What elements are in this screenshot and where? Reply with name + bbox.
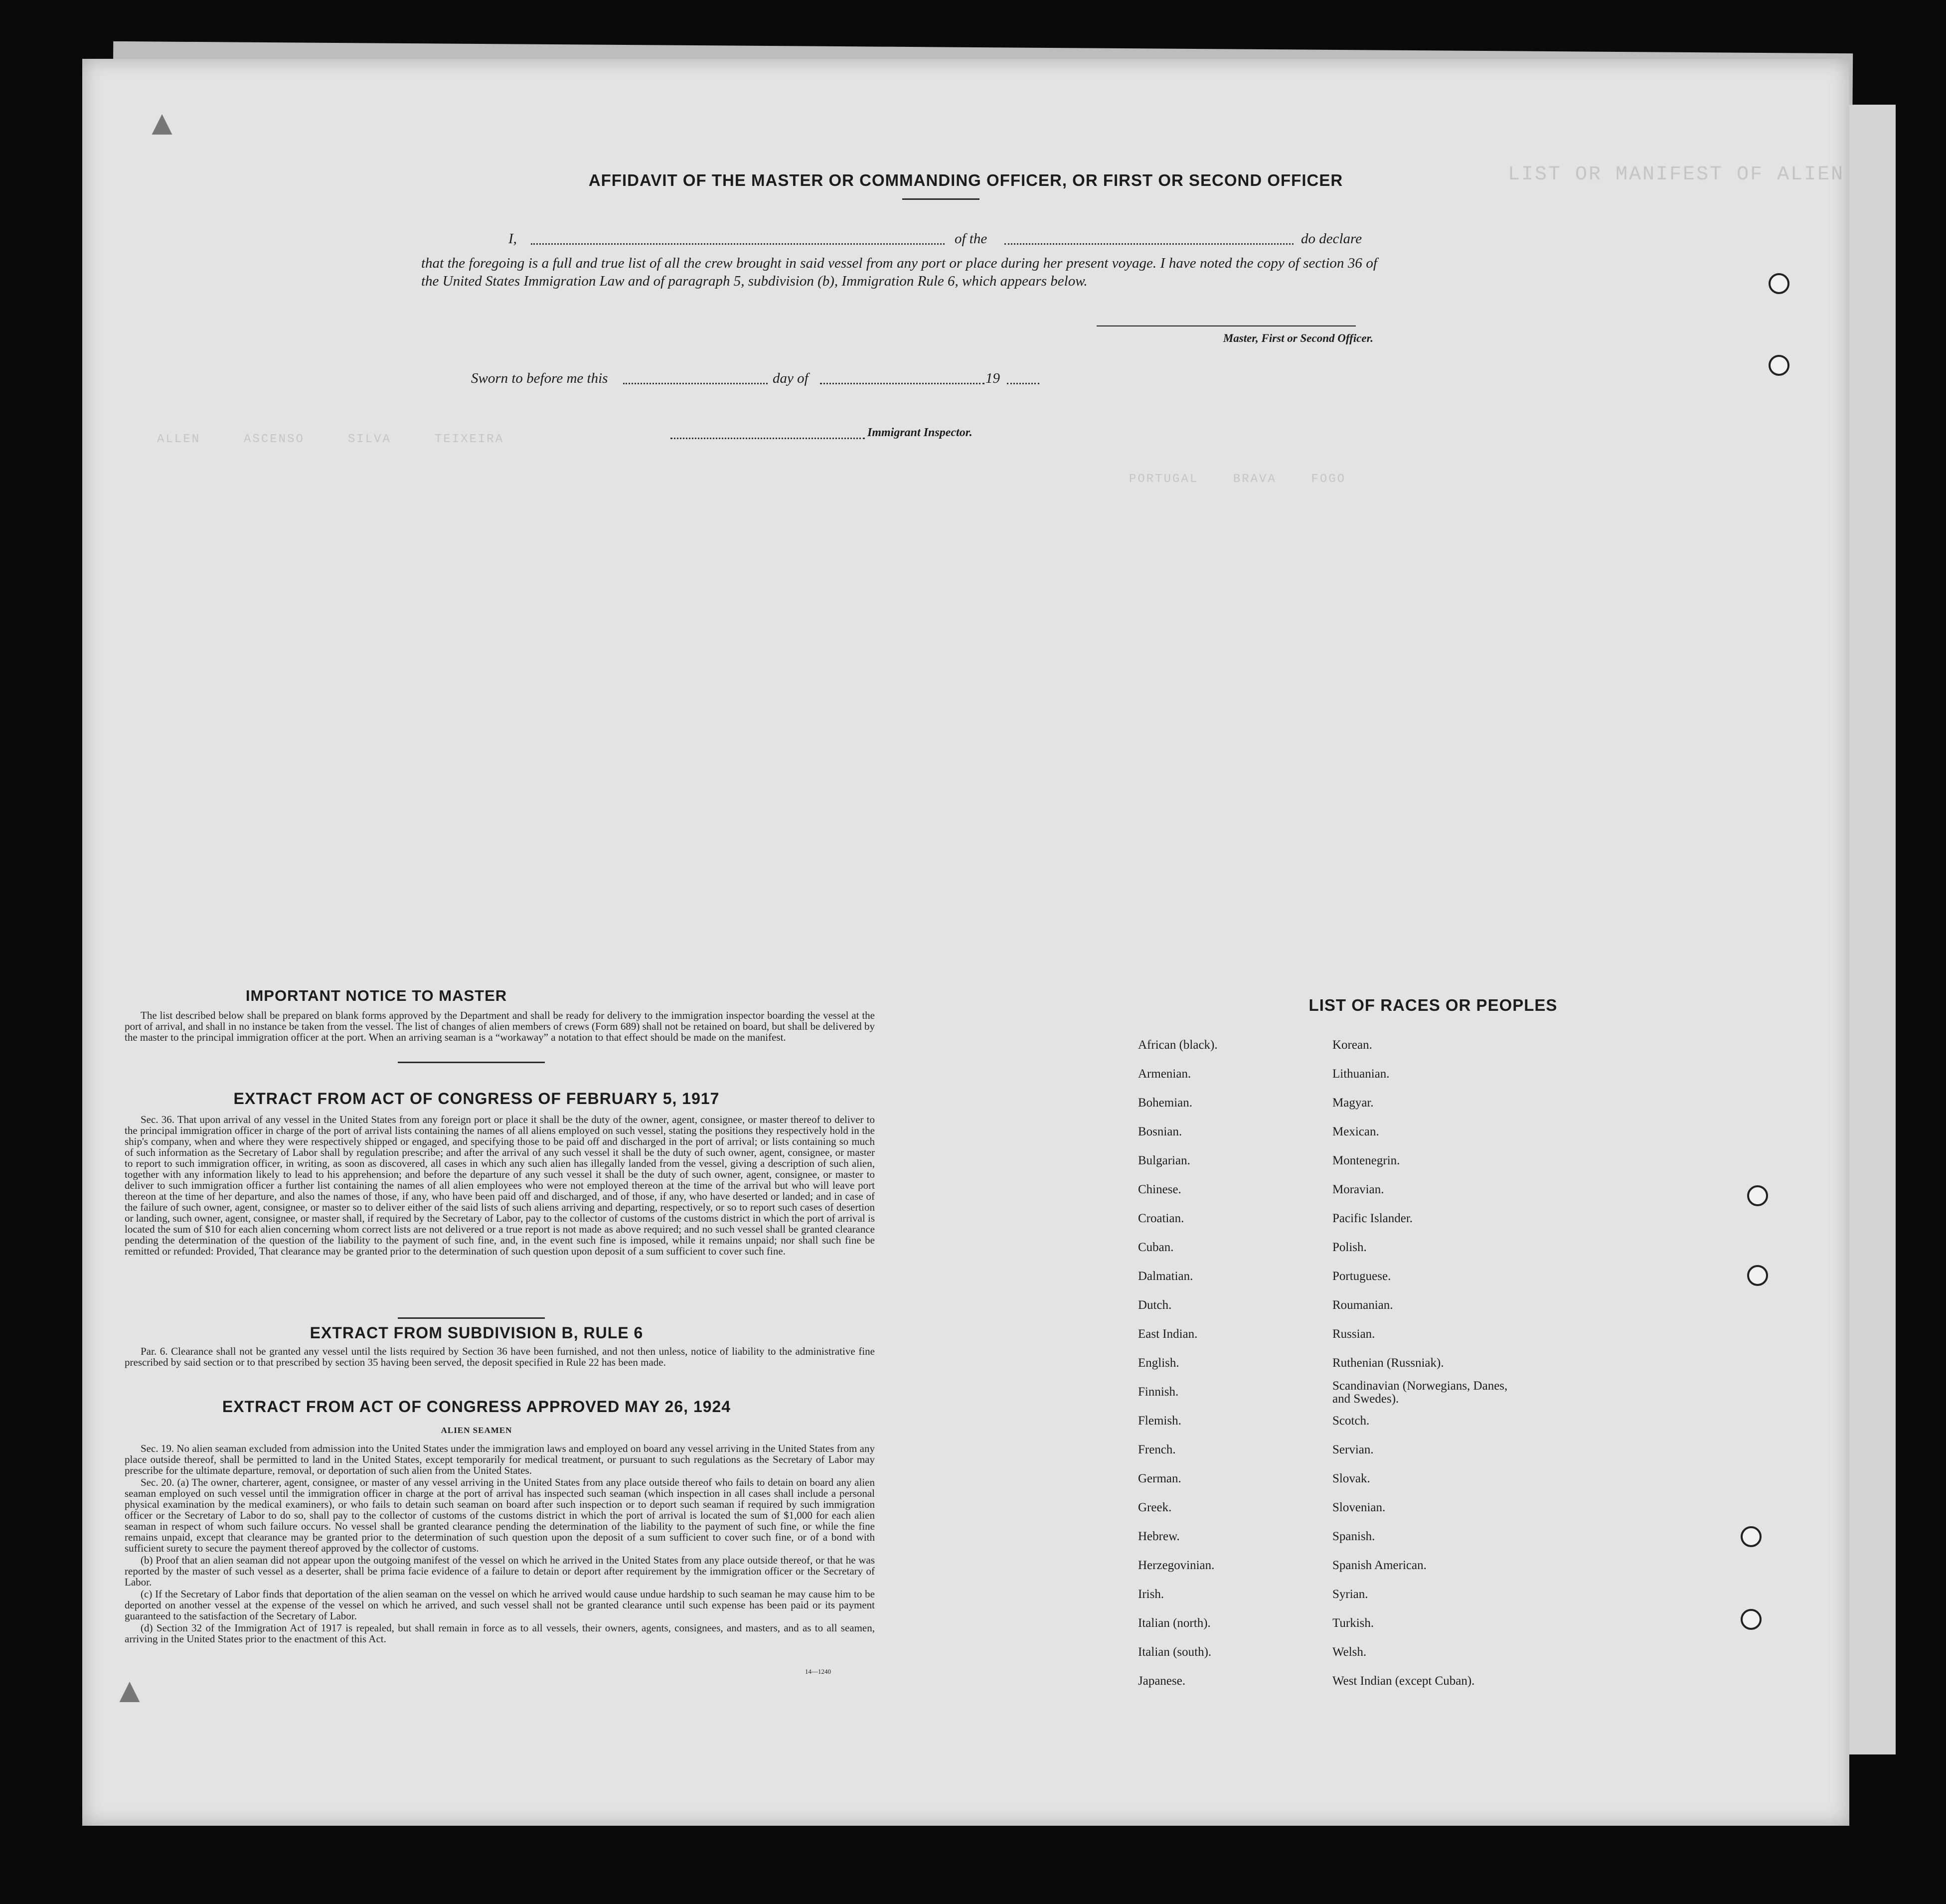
- race-item: Servian.: [1332, 1443, 1374, 1456]
- sworn-day-of: day of: [773, 370, 809, 386]
- punch-hole-icon: [1741, 1609, 1762, 1630]
- inspector-label: Immigrant Inspector.: [867, 426, 973, 439]
- section-20a-paragraph: Sec. 20. (a) The owner, charterer, agent, consignee, or master of any vessel arriving in the United States from any place outside thereof who fails to detain on board any alien seaman employed on such vessel until the immigration officer in charge at the port of arrival has inspected such seaman (which inspection in all cases shall include a personal physical examination by the medical examiners), or who fails to detain such seaman on board after such inspection or to deport such seaman if required by such immigration officer or the Secretary of Labor to do so, shall pay to the collector of customs of the customs district in which the port of arrival is located the sum of $1,000 for each alien seaman in respect of whom such failure occurs. No vessel shall be granted clearance pending the determination of the liability to the payment of such fine, or while the fine remains unpaid, except that clearance may be granted prior to the determination of such question upon the deposit of a sum sufficient to cover such fine, or of a bond with sufficient surety to secure the payment thereof approved by the collector of customs.: [125, 1476, 875, 1554]
- race-item: Chinese.: [1138, 1183, 1181, 1196]
- punch-hole-icon: [1747, 1185, 1768, 1206]
- race-item: Italian (south).: [1138, 1645, 1212, 1659]
- race-item: Montenegrin.: [1332, 1154, 1400, 1167]
- race-item: Magyar.: [1332, 1096, 1374, 1110]
- race-item: French.: [1138, 1443, 1176, 1456]
- race-item: African (black).: [1138, 1038, 1218, 1052]
- embossed-seal-icon: ▲: [112, 1672, 147, 1710]
- section-20b-paragraph: (b) Proof that an alien seaman did not appear upon the outgoing manifest of the vessel on which he arrived in the United States from any place outside thereof, or that he was reported by the master of such vessel as a deserter, shall be prima facie evidence of a failure to detain or deport after requirement by the immigration officer or the Secretary of Labor.: [125, 1554, 875, 1588]
- race-item: Croatian.: [1138, 1212, 1184, 1225]
- extract-1924-text: [125, 1443, 875, 1645]
- document-page: [82, 59, 1849, 1826]
- affidavit-do-declare: do declare: [1301, 231, 1362, 247]
- paragraph-6: Par. 6. Clearance shall not be granted any vessel until the lists required by Section 36 have been furnished, and not then unless, notice of liability to the administrative fine prescribed by said section or to that prescribed by section 35 having been served, the deposit specified in Rule 22 has been made.: [125, 1345, 875, 1368]
- race-item: Spanish.: [1332, 1530, 1375, 1543]
- race-item: Lithuanian.: [1332, 1067, 1390, 1081]
- sworn-prefix: Sworn to before me this: [471, 370, 608, 386]
- race-item: Irish.: [1138, 1587, 1164, 1601]
- extract-rule6-text: [125, 1346, 875, 1369]
- race-item: Bulgarian.: [1138, 1154, 1190, 1167]
- punch-hole-icon: [1769, 273, 1789, 294]
- sworn-month-field[interactable]: [820, 383, 984, 384]
- race-item: Cuban.: [1138, 1241, 1174, 1254]
- race-item: Slovenian.: [1332, 1501, 1386, 1514]
- punch-hole-icon: [1769, 355, 1789, 376]
- alien-seamen-subtitle: ALIEN SEAMEN: [441, 1426, 512, 1435]
- race-item: Dutch.: [1138, 1298, 1172, 1312]
- race-item: Turkish.: [1332, 1616, 1374, 1630]
- affidavit-title: AFFIDAVIT OF THE MASTER OR COMMANDING OFFICER, OR FIRST OR SECOND OFFICER: [588, 171, 1343, 189]
- race-item: Greek.: [1138, 1501, 1172, 1514]
- race-item: Scandinavian (Norwegians, Danes, and Swedes).: [1332, 1379, 1508, 1406]
- affidavit-of-the: of the: [955, 231, 987, 247]
- race-item: Korean.: [1332, 1038, 1372, 1052]
- extract-rule6-title: EXTRACT FROM SUBDIVISION B, RULE 6: [310, 1324, 644, 1342]
- race-item: Ruthenian (Russniak).: [1332, 1356, 1444, 1370]
- race-item: West Indian (except Cuban).: [1332, 1674, 1475, 1688]
- race-item: Italian (north).: [1138, 1616, 1211, 1630]
- race-item: Dalmatian.: [1138, 1269, 1193, 1283]
- sworn-day-field[interactable]: [623, 383, 768, 384]
- race-item: Japanese.: [1138, 1674, 1186, 1688]
- divider-rule: [398, 1317, 545, 1319]
- race-item: East Indian.: [1138, 1327, 1198, 1341]
- notice-text: [125, 1010, 875, 1044]
- race-item: Portuguese.: [1332, 1269, 1391, 1283]
- divider-rule: [398, 1062, 545, 1063]
- embossed-seal-icon: ▲: [145, 104, 179, 143]
- signature-label: Master, First or Second Officer.: [1223, 332, 1373, 344]
- races-title: LIST OF RACES OR PEOPLES: [1308, 996, 1558, 1014]
- race-item: Moravian.: [1332, 1183, 1384, 1196]
- bleed-through-column: ALLEN ASCENSO SILVA TEIXEIRA: [157, 433, 504, 446]
- race-item: Armenian.: [1138, 1067, 1191, 1081]
- race-item: Hebrew.: [1138, 1530, 1180, 1543]
- race-item: Mexican.: [1332, 1125, 1379, 1138]
- punch-hole-icon: [1741, 1526, 1762, 1547]
- section-20d-paragraph: (d) Section 32 of the Immigration Act of 1917 is repealed, but shall remain in force as to all vessels, their owners, agents, consignees, and masters, and as to all seamen, arriving in the United States prior to the enactment of this Act.: [125, 1622, 875, 1645]
- race-item: English.: [1138, 1356, 1179, 1370]
- races-right-column: [1332, 1031, 1612, 1696]
- affidavit-body: that the foregoing is a full and true list of all the crew brought in said vessel from any port or place during her present voyage. I have noted the copy of section 36 of the United States Immigration Law and of paragraph 5, subdivision (b), Immigration Rule 6, which appears below.: [421, 255, 1377, 289]
- extract-1917-text: [125, 1114, 875, 1258]
- extract-1924-title: EXTRACT FROM ACT OF CONGRESS APPROVED MAY 26, 1924: [222, 1398, 731, 1416]
- race-item: Bohemian.: [1138, 1096, 1193, 1110]
- notice-paragraph: The list described below shall be prepared on blank forms approved by the Department and shall be ready for delivery to the immigration inspector boarding the vessel at the port of arrival, and shall in no instance be taken from the vessel. The list of changes of alien members of crews (Form 689) shall not be retained on board, but shall be delivered by the master to the principal immigration officer at the port. When an arriving seaman is a “workaway” a notation to that effect should be made on the manifest.: [125, 1009, 875, 1043]
- section-19-paragraph: Sec. 19. No alien seaman excluded from admission into the United States under the immigration laws and employed on board any vessel arriving in the United States from any place outside thereof, shall be permitted to land in the United States, except temporarily for medical treatment, or pursuant to such regulations as the Secretary of Labor may prescribe for the ultimate departure, removal, or deportation of such alien from the United States.: [125, 1442, 875, 1476]
- race-item: Polish.: [1332, 1241, 1367, 1254]
- inspector-signature-field[interactable]: [670, 438, 865, 439]
- declarant-name-field[interactable]: [531, 243, 945, 245]
- extract-1917-title: EXTRACT FROM ACT OF CONGRESS OF FEBRUARY 5, 1917: [233, 1090, 720, 1108]
- notice-title: IMPORTANT NOTICE TO MASTER: [245, 987, 507, 1004]
- sworn-year-prefix: 19: [985, 370, 1000, 386]
- race-item: Spanish American.: [1332, 1559, 1427, 1572]
- bleed-through-column: PORTUGAL BRAVA FOGO: [1129, 473, 1346, 486]
- races-left-column: [1138, 1031, 1347, 1696]
- form-number: 14—1240: [805, 1668, 831, 1675]
- divider-rule: [902, 198, 979, 200]
- race-item: Scotch.: [1332, 1414, 1370, 1428]
- race-item: Flemish.: [1138, 1414, 1181, 1428]
- affidavit-prefix-i: I,: [508, 231, 517, 247]
- signature-line[interactable]: [1097, 325, 1356, 326]
- race-item: Russian.: [1332, 1327, 1375, 1341]
- race-item: Syrian.: [1332, 1587, 1368, 1601]
- section-36-paragraph: Sec. 36. That upon arrival of any vessel in the United States from any foreign port or place it shall be the duty of the owner, agent, consignee, or master thereof to deliver to the principal immigration officer in charge of the port of arrival lists containing the names of all aliens employed on such vessel, stating the positions they respectively hold in the ship's company, when and where they were respectively shipped or engaged, and specifying those to be paid off and discharged in the port of arrival; or lists containing so much of such information as the Secretary of Labor shall by regulation prescribe; and after the arrival of any such vessel it shall be the duty of such owner, agent, consignee, or master to report to such immigration officer, in writing, as soon as discovered, all cases in which any such alien has illegally landed from the vessel, giving a description of such alien, together with any information likely to lead to his apprehension; and before the departure of any such vessel it shall be the duty of such owner, agent, consignee, or master to deliver to such immigration officer a further list containing the names of all alien employees who were not employed thereon at the time of the arrival but who will leave port thereon at the time of her departure, and also the names of those, if any, who have been paid off and discharged, and of those, if any, who have deserted or landed; and in case of the failure of such owner, agent, consignee, or master so to deliver either of the said lists of such aliens arriving and departing, respectively, or so to report such cases of desertion or landing, such owner, agent, consignee, or master shall, if required by the Secretary of Labor, pay to the collector of customs of the customs district in which the port of arrival is located the sum of $10 for each alien concerning whom correct lists are not delivered or a true report is not made as above required; and no such vessel shall be granted clearance pending the determination of the question of the liability to the payment of such fine, and, in the event such fine is imposed, while it remains unpaid; nor shall such fine be remitted or refunded: Provided, That clearance may be granted prior to the determination of such question upon deposit of a sum sufficient to cover such fine.: [125, 1113, 875, 1257]
- race-item: Slovak.: [1332, 1472, 1370, 1485]
- section-20c-paragraph: (c) If the Secretary of Labor finds that deportation of the alien seaman on the vessel on which he arrived would cause undue hardship to such seaman he may cause him to be deported on another vessel at the expense of the vessel on which he arrived, and such vessel shall not be granted clearance until such expense has been paid or its payment guaranteed to the satisfaction of the Secretary of Labor.: [125, 1588, 875, 1622]
- race-item: Pacific Islander.: [1332, 1212, 1413, 1225]
- race-item: Finnish.: [1138, 1385, 1179, 1399]
- sworn-year-field[interactable]: [1007, 383, 1039, 384]
- race-item: Roumanian.: [1332, 1298, 1393, 1312]
- bleed-through-text: LIST OR MANIFEST OF ALIEN: [1508, 163, 1845, 186]
- race-item: Herzegovinian.: [1138, 1559, 1215, 1572]
- vessel-name-field[interactable]: [1004, 243, 1294, 245]
- race-item: Bosnian.: [1138, 1125, 1182, 1138]
- race-item: German.: [1138, 1472, 1181, 1485]
- punch-hole-icon: [1747, 1265, 1768, 1286]
- race-item: Welsh.: [1332, 1645, 1367, 1659]
